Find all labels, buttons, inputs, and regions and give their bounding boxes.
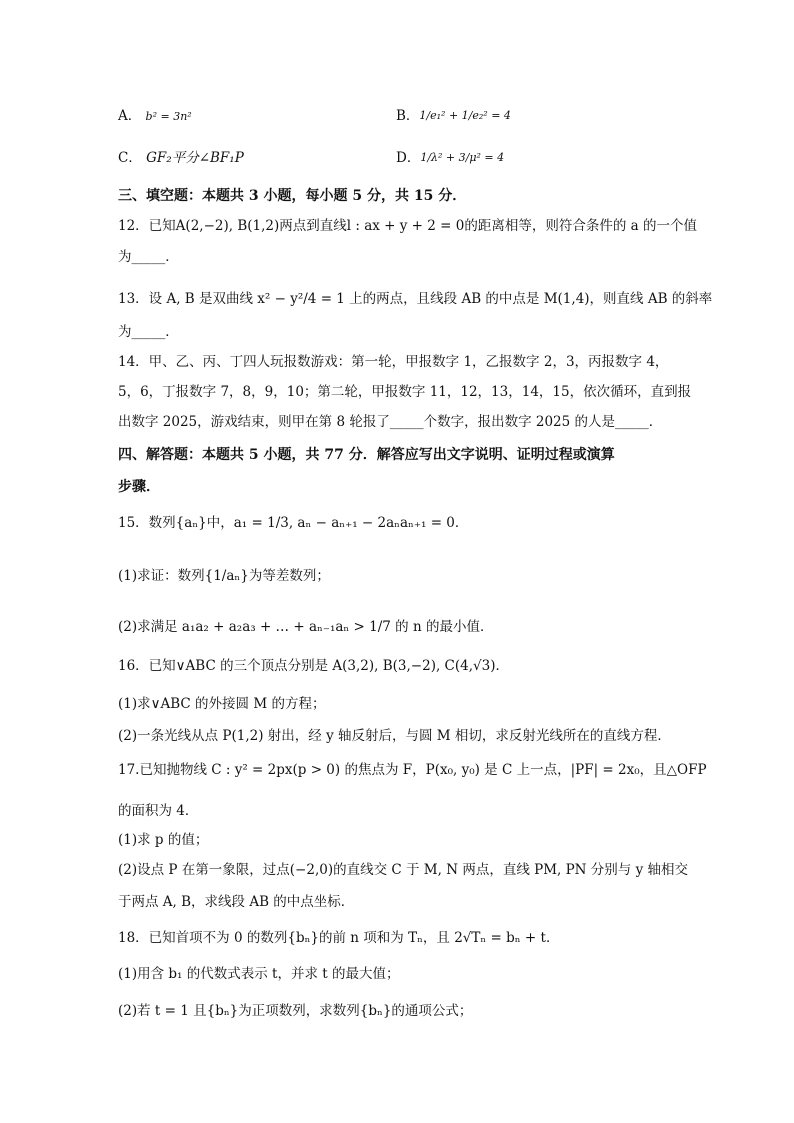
section-4-heading-line1: 四、解答题：本题共 5 小题，共 77 分．解答应写出文字说明、证明过程或演算 <box>118 447 615 463</box>
option-a-label: A． <box>118 108 142 124</box>
q17-part1: (1)求 p 的值； <box>118 832 209 848</box>
section-4-heading-line2: 步骤． <box>118 479 160 495</box>
option-c <box>118 148 244 168</box>
q16-part1: (1)求∨ABC 的外接圆 M 的方程； <box>118 696 326 712</box>
option-b-label: B． <box>396 108 420 124</box>
q17-line2: 的面积为 4． <box>118 803 199 819</box>
option-d <box>396 138 504 178</box>
option-a-expr: b² = 3n² <box>145 110 192 123</box>
q14-line2: 5，6，丁报数字 7，8，9，10；第二轮，甲报数字 11，12，13，14，15，依次循环，直到报 <box>118 384 692 400</box>
q13-line2: 为_____． <box>118 324 179 340</box>
option-d-expr: 1/λ² + 3/μ² = 4 <box>420 151 505 164</box>
q14-line3: 出数字 2025，游戏结束，则甲在第 8 轮报了_____个数字，报出数字 2025 的人是_____． <box>118 414 663 430</box>
q18-part1: (1)用含 b₁ 的代数式表示 t，并求 t 的最大值； <box>118 966 400 982</box>
q15-part1: (1)求证：数列{1/aₙ}为等差数列； <box>118 568 330 584</box>
q13-line1: 13．设 A, B 是双曲线 x² − y²/4 = 1 上的两点，且线段 AB 的中点是 M(1,4)，则直线 AB 的斜率 <box>118 291 713 307</box>
q12-line1: 12．已知A(2,−2), B(1,2)两点到直线l : ax + y + 2 = 0的距离相等，则符合条件的 a 的一个值 <box>118 218 697 234</box>
q12-line2: 为_____． <box>118 249 179 265</box>
section-3-heading: 三、填空题：本题共 3 小题，每小题 5 分，共 15 分． <box>118 188 467 204</box>
q16-stem: 16．已知∨ABC 的三个顶点分别是 A(3,2), B(3,−2), C(4,√3)． <box>118 658 509 674</box>
q18-stem: 18．已知首项不为 0 的数列{bₙ}的前 n 项和为 Tₙ，且 2√Tₙ = bₙ + t． <box>118 930 560 946</box>
option-b <box>396 96 511 136</box>
option-c-label: C． <box>118 150 142 166</box>
option-b-expr: 1/e₁² + 1/e₂² = 4 <box>419 109 511 122</box>
q16-part2: (2)一条光线从点 P(1,2) 射出，经 y 轴反射后，与圆 M 相切，求反射光线所在的直线方程． <box>118 728 671 744</box>
option-d-label: D． <box>396 150 421 166</box>
option-a <box>118 106 192 127</box>
q17-line1: 17.已知抛物线 C : y² = 2px(p > 0) 的焦点为 F，P(x₀, y₀) 是 C 上一点，|PF| = 2x₀，且△OFP <box>118 762 707 778</box>
q18-part2: (2)若 t = 1 且{bₙ}为正项数列，求数列{bₙ}的通项公式； <box>118 1003 473 1019</box>
q15-part2: (2)求满足 a₁a₂ + a₂a₃ + … + aₙ₋₁aₙ > 1/7 的 n 的最小值． <box>118 619 494 635</box>
q17-part2-line2: 于两点 A, B，求线段 AB 的中点坐标． <box>118 894 355 910</box>
q14-line1: 14．甲、乙、丙、丁四人玩报数游戏：第一轮，甲报数字 1，乙报数字 2，3，丙报数字 4， <box>118 354 669 370</box>
q17-part2-line1: (2)设点 P 在第一象限，过点(−2,0)的直线交 C 于 M, N 两点，直线 PM, PN 分别与 y 轴相交 <box>118 862 688 878</box>
option-c-expr: GF₂平分∠BF₁P <box>146 150 244 166</box>
q15-stem: 15．数列{aₙ}中，a₁ = 1/3, aₙ − aₙ₊₁ − 2aₙaₙ₊₁ = 0． <box>118 515 469 531</box>
